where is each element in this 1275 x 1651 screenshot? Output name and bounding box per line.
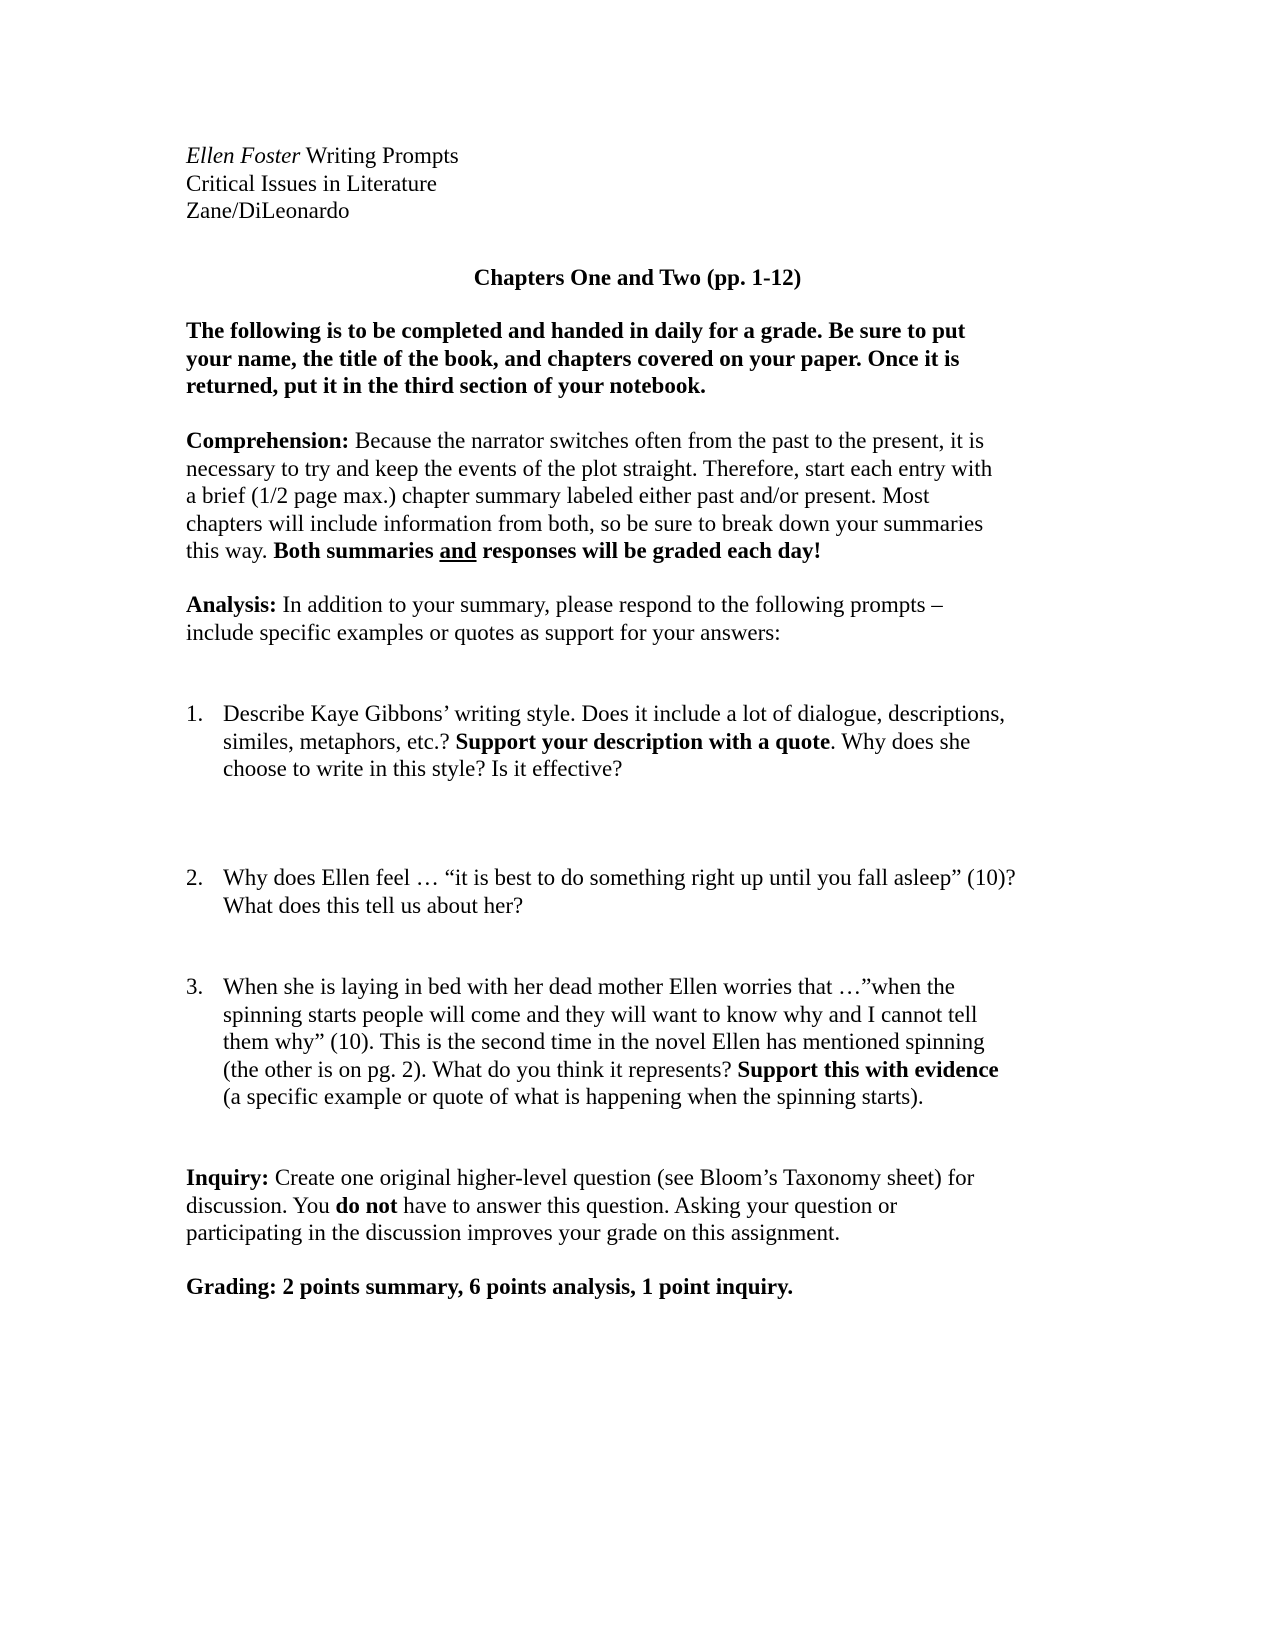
- inquiry-line: [186, 1164, 1086, 1192]
- title-suffix: Writing Prompts: [300, 143, 459, 168]
- prompt-item: [186, 864, 1086, 919]
- grading-emphasis-text: responses will be graded each day!: [476, 538, 822, 564]
- inquiry-text: Create one original higher-level question (see Bloom’s Taxonomy sheet) for: [269, 1165, 975, 1190]
- analysis-paragraph: [186, 591, 1086, 646]
- prompt-item: [186, 973, 1086, 1111]
- analysis-line: [186, 591, 1086, 619]
- prompt-text: [223, 864, 1086, 919]
- inquiry-label: Inquiry:: [186, 1165, 270, 1190]
- prompt-line-text: (the other is on pg. 2). What do you think it represents?: [223, 1056, 738, 1082]
- book-title: Ellen Foster: [186, 143, 301, 168]
- prompt-line: choose to write in this style? Is it effective?: [223, 756, 623, 782]
- prompt-item: [186, 700, 1086, 783]
- chapter-title: Chapters One and Two (pp. 1-12): [473, 265, 802, 290]
- prompt-line: What does this tell us about her?: [223, 892, 524, 918]
- comprehension-line: necessary to try and keep the events of the plot straight. Therefore, start each entry with: [186, 455, 993, 481]
- comprehension-paragraph: [186, 427, 1086, 565]
- do-not-emphasis: do not: [335, 1192, 398, 1218]
- inquiry-paragraph: [186, 1164, 1086, 1247]
- instructions-line: returned, put it in the third section of your notebook.: [186, 373, 706, 399]
- prompt-line: spinning starts people will come and they will want to know why and I cannot tell: [223, 1001, 978, 1027]
- instructions-line: your name, the title of the book, and chapters covered on your paper. Once it is: [186, 345, 960, 371]
- prompt-emphasis: Support your description with a quote: [455, 728, 831, 754]
- prompt-text: [223, 700, 1086, 783]
- comprehension-label: Comprehension:: [186, 428, 350, 453]
- grading-emphasis: [273, 538, 821, 563]
- prompt-line: them why” (10). This is the second time in the novel Ellen has mentioned spinning: [223, 1029, 985, 1055]
- prompt-line: Describe Kaye Gibbons’ writing style. Does it include a lot of dialogue, descriptions,: [223, 701, 1006, 726]
- document-title-line: [186, 142, 1086, 170]
- prompt-line: (a specific example or quote of what is happening when the spinning starts).: [223, 1084, 924, 1110]
- grading-line: Grading: 2 points summary, 6 points analysis, 1 point inquiry.: [186, 1274, 794, 1299]
- comprehension-text: Because the narrator switches often from the past to the present, it is: [349, 428, 985, 453]
- comprehension-line: a brief (1/2 page max.) chapter summary labeled either past and/or present. Most: [186, 483, 930, 509]
- inquiry-text: discussion. You: [186, 1192, 336, 1218]
- prompt-line: [223, 728, 1086, 756]
- prompt-line-text: similes, metaphors, etc.?: [223, 728, 456, 754]
- analysis-text: In addition to your summary, please respond to the following prompts –: [276, 592, 943, 617]
- grading-emphasis-text: Both summaries: [273, 538, 440, 564]
- instructions-paragraph: [186, 317, 1086, 400]
- comprehension-line: [186, 537, 1086, 565]
- comprehension-line: chapters will include information from both, so be sure to break down your summaries: [186, 510, 984, 536]
- analysis-label: Analysis:: [186, 592, 277, 617]
- instructions-line: The following is to be completed and handed in daily for a grade. Be sure to put: [186, 318, 966, 343]
- prompt-number: 2.: [186, 865, 204, 890]
- prompt-line: When she is laying in bed with her dead mother Ellen worries that …”when the: [223, 974, 955, 999]
- analysis-line: include specific examples or quotes as support for your answers:: [186, 619, 781, 645]
- inquiry-line: [186, 1192, 1086, 1220]
- inquiry-line: participating in the discussion improves your grade on this assignment.: [186, 1220, 841, 1246]
- course-name: Critical Issues in Literature: [186, 170, 438, 196]
- prompt-emphasis: Support this with evidence: [737, 1056, 999, 1082]
- prompt-number: 1.: [186, 701, 204, 726]
- prompt-line: [223, 1056, 1086, 1084]
- teacher-names: Zane/DiLeonardo: [186, 198, 350, 224]
- comprehension-line: [186, 427, 1086, 455]
- prompt-text: [223, 973, 1086, 1111]
- prompt-line-text: . Why does she: [830, 728, 971, 754]
- prompt-number: 3.: [186, 974, 204, 999]
- inquiry-text: have to answer this question. Asking your question or: [397, 1192, 898, 1218]
- underlined-and: and: [439, 538, 477, 564]
- document-header: [186, 142, 1086, 225]
- comprehension-text: this way.: [186, 538, 274, 564]
- prompt-line: Why does Ellen feel … “it is best to do something right up until you fall asleep” (10)?: [223, 865, 1016, 890]
